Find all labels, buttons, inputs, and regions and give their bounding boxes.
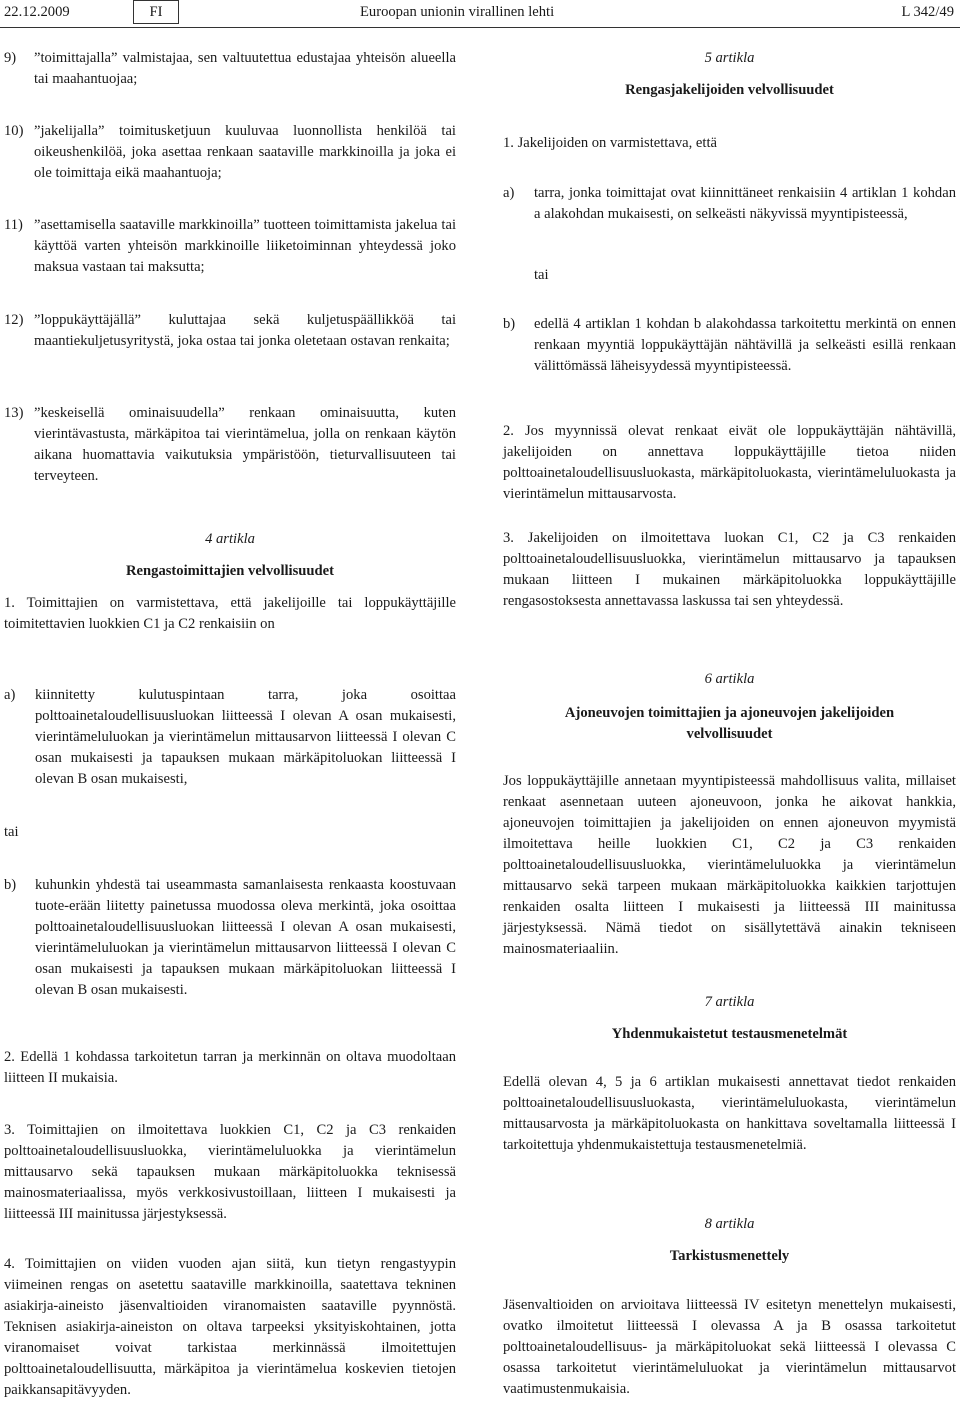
item-letter: b) <box>503 316 516 332</box>
definition-text: ”asettamisella saataville markkinoilla” tuotteen toimittamista jakelua tai käyttöä varten yhteisön markkinoille liiketoiminnan yhteydessä joko maksua vastaan tai maksutta; <box>34 217 456 275</box>
point-text: kuhunkin yhdestä tai useammasta samanlaisesta renkaasta koostuvaan tuote-erään liitetty painetussa muodossa oleva merkintä, joka osoittaa polttoainetaloudellisuusluokan liitteessä I olevan A osan mukaisesti, vierintämeluluokan ja vierintämelun mittausarvon liitteessä I olevan C osan mukaisesti ja tapauksen mukaan märkäpitoluokan liitteessä I olevan B osan mukaisesti. <box>35 877 456 998</box>
article-6-number: 6 artikla <box>704 671 755 687</box>
definition-11 <box>4 215 456 278</box>
article-5-point-a <box>503 183 956 225</box>
article-4-point-a <box>4 685 456 790</box>
definition-text: ”jakelijalla” toimitusketjuun kuuluvaa luonnollista henkilöä tai oikeushenkilöä, joka asettaa renkaan saataville markkinoilla ja joka ei ole toimittaja eikä maahantuoja; <box>34 123 456 181</box>
article-4-paragraph-4: 4. Toimittajien on viiden vuoden ajan siitä, kun tietyn rengastyypin viimeinen rengas on asetettu saataville markkinoilla, saatettava tekninen asiakirja-aineisto jäsenvaltioiden viranomaisten saataville pyynnöstä. Teknisen asiakirja-aineiston on oltava tarpeeksi yksityiskohtainen, jotta viranomaiset voivat tarkistaa merkinnässä ilmoitettujen polttoainetaloudellisuutta, märkäpitoa ja vierintämelua koskevien tietojen paikkansapitävyyden. <box>4 1256 456 1398</box>
definition-text: ”loppukäyttäjällä” kuluttajaa sekä kuljetuspäällikköä tai maantiekuljetusyritystä, joka ostaa tai jonka oletetaan ostavan renkaita; <box>34 312 456 349</box>
article-8-title: Tarkistusmenettely <box>669 1248 790 1264</box>
article-5-paragraph-1: 1. Jakelijoiden on varmistettava, että <box>503 135 717 151</box>
definition-12 <box>4 310 456 352</box>
article-8-number: 8 artikla <box>704 1216 755 1232</box>
item-number: 10) <box>4 123 24 139</box>
conjunction-or: tai <box>4 824 19 840</box>
definition-10 <box>4 121 456 184</box>
article-4-number: 4 artikla <box>205 531 255 547</box>
item-number: 13) <box>4 405 24 421</box>
definition-13 <box>4 403 456 487</box>
item-letter: a) <box>4 687 16 703</box>
article-4-point-b <box>4 875 456 1001</box>
article-5-paragraph-3: 3. Jakelijoiden on ilmoitettava luokan C1, C2 ja C3 renkaiden polttoainetaloudellisuusluokka, vierintämelun mittausarvo ja tapauksen mukaan liitteen I mukainen märkäpitoluokka loppukäyttäjille rengasostoksesta annettavassa laskussa tai sen yhteydessä. <box>503 530 956 609</box>
point-text: kiinnitetty kulutuspintaan tarra, joka osoittaa polttoainetaloudellisuusluokan liitteessä I olevan A osan mukaisesti, vierintämeluluokan ja vierintämelun mittausarvon liitteessä I olevan C osan mukaisesti ja tapauksen mukaan märkäpitoluokan liitteessä I olevan B osan mukaisesti, <box>35 687 456 787</box>
article-7-text: Edellä olevan 4, 5 ja 6 artiklan mukaisesti annettavat tiedot renkaiden polttoainetaloudellisuusluokasta, vierintämeluluokasta, vierintämelun mittausarvosta ja märkäpitoluokasta on hankittava soveltamalla liitteessä I tarkoitettuja yhdenmukaistettuja testausmenetelmiä. <box>503 1074 956 1153</box>
item-number: 9) <box>4 50 17 66</box>
article-7-number: 7 artikla <box>704 994 755 1010</box>
article-5-paragraph-2: 2. Jos myynnissä olevat renkaat eivät ole loppukäyttäjän nähtävillä, jakelijoiden on annettava loppukäyttäjille tietoa niiden polttoainetaloudellisuusluokasta, märkäpitoluokasta, vierintämeluluokasta ja vierintämelun mittausarvosta. <box>503 423 956 502</box>
header-rule <box>0 27 960 28</box>
page-header <box>0 0 960 26</box>
point-text: tarra, jonka toimittajat ovat kiinnittäneet renkaisiin 4 artiklan 1 kohdan a alakohdan mukaisesti, on selkeästi näkyvissä myyntipisteessä, <box>534 185 956 222</box>
definition-text: ”toimittajalla” valmistajaa, sen valtuutettua edustajaa yhteisön alueella tai maahantuojaa; <box>34 50 456 87</box>
publication-date: 22.12.2009 <box>4 4 70 20</box>
item-number: 12) <box>4 312 24 328</box>
page-number: L 342/49 <box>901 4 954 20</box>
article-8-text: Jäsenvaltioiden on arvioitava liitteessä IV esitetyn menettelyn mukaisesti, ovatko ilmoitetut liitteessä I olevassa A ja B osassa tarkoitetut polttoainetaloudellisuus- ja märkäpitoluokat sekä liitteessä I olevassa C osassa tarkoitetut vierintämeluluokat ja vierintämelun mittausarvot vaatimustenmukaisia. <box>503 1297 956 1397</box>
article-4-title: Rengastoimittajien velvollisuudet <box>126 563 334 579</box>
article-5-number: 5 artikla <box>704 50 755 66</box>
article-5-title: Rengasjakelijoiden velvollisuudet <box>625 82 834 98</box>
article-7-title: Yhdenmukaistetut testausmenetelmät <box>611 1026 848 1042</box>
item-letter: b) <box>4 877 17 893</box>
article-4-paragraph-1: 1. Toimittajien on varmistettava, että jakelijoille tai loppukäyttäjille toimitettavien luokkien C1 ja C2 renkaisiin on <box>4 595 456 632</box>
language-badge: FI <box>133 0 179 24</box>
article-5-point-b <box>503 314 956 377</box>
definition-9 <box>4 48 456 90</box>
article-4-paragraph-2: 2. Edellä 1 kohdassa tarkoitetun tarran ja merkinnän on oltava muodoltaan liitteen II mukaisia. <box>4 1049 456 1086</box>
point-text: edellä 4 artiklan 1 kohdan b alakohdassa tarkoitettu merkintä on ennen renkaan myyntiä loppukäyttäjän nähtävillä ja selkeästi esillä renkaan välittömässä läheisyydessä myyntipisteessä. <box>534 316 956 374</box>
conjunction-or: tai <box>534 267 549 283</box>
article-4-paragraph-3: 3. Toimittajien on ilmoitettava luokkien C1, C2 ja C3 renkaiden polttoainetaloudellisuusluokka, vierintämeluluokka ja vierintämelun mittausarvo sekä tapauksen mukaan märkäpitoluokka teknisessä mainosmateriaalissa, myös verkkosivustoillaan, liitteen I mukaisesti ja liitteessä III mainitussa järjestyksessä. <box>4 1122 456 1222</box>
item-number: 11) <box>4 217 23 233</box>
journal-title: Euroopan unionin virallinen lehti <box>360 4 555 20</box>
definition-text: ”keskeisellä ominaisuudella” renkaan ominaisuutta, kuten vierintävastusta, märkäpitoa tai vierintämelua, jolla on renkaan käytön aikana huomattavia vaikutuksia ympäristöön, tieturvallisuuteen tai terveyteen. <box>34 405 456 484</box>
item-letter: a) <box>503 185 515 201</box>
article-6-text: Jos loppukäyttäjille annetaan myyntipisteessä mahdollisuus valita, millaiset renkaat asennetaan uuteen ajoneuvoon, jonka he aikovat hankkia, ajoneuvojen toimittajien ja jakelijoiden on ennen ajoneuvon myymistä ilmoitettava heille luokkien C1, C2 ja C3 renkaiden polttoainetaloudellisuusluokka, vierintämeluluokka ja vierintämelun mittausarvo sekä tarpeen mukaan märkäpitoluokka kaikkien tarjottujen renkaiden osalta liitteen I mukaisesti ja liitteessä III mainitussa järjestyksessä. Nämä tiedot on sisällytettävä ainakin tekniseen mainosmateriaaliin. <box>503 773 956 957</box>
article-6-title: Ajoneuvojen toimittajien ja ajoneuvojen jakelijoiden velvollisuudet <box>564 705 895 742</box>
